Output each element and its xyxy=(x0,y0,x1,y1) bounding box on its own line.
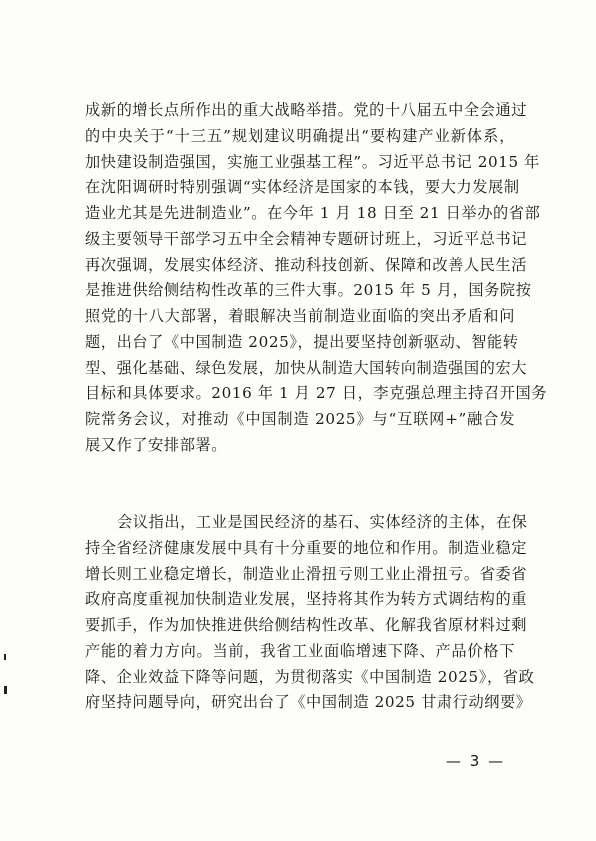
text-line: 院常务会议，对推动《中国制造 2025》与“互联网+”融合发 xyxy=(85,410,515,428)
text-line: 再次强调，发展实体经济、推动科技创新、保障和改善人民生活 xyxy=(85,255,528,274)
text-line: 目标和具体要求。2016 年 1 月 27 日，李克强总理主持召开国务 xyxy=(85,384,548,403)
text-line: 展又作了安排部署。 xyxy=(85,435,228,454)
scan-mark xyxy=(4,686,7,694)
text-line: 的中央关于“十三五”规划建议明确提出“要构建产业新体系， xyxy=(85,126,515,145)
text-line: 是推进供给侧结构性改革的三件大事。2015 年 5 月，国务院按 xyxy=(85,281,532,300)
text-line: 题，出台了《中国制造 2025》，提出要坚持创新驱动、智能转 xyxy=(85,332,519,351)
scan-mark xyxy=(4,654,6,660)
text-line: 政府高度重视加快制造业发展，坚持将其作为转方式调结构的重 xyxy=(85,590,528,609)
text-line: 在沈阳调研时特别强调“实体经济是国家的本钱，要大力发展制 xyxy=(85,178,520,197)
text-line: 要抓手，作为加快推进供给侧结构性改革、化解我省原材料过剩 xyxy=(85,616,528,634)
text-line: 会议指出，工业是国民经济的基石、实体经济的主体，在保 xyxy=(117,513,528,531)
text-line: 产能的着力方向。当前，我省工业面临增速下降、产品价格下 xyxy=(85,641,515,660)
text-line: 型、强化基础、绿色发展，加快从制造大国转向制造强国的宏大 xyxy=(85,358,528,377)
text-line: 级主要领导干部学习五中全会精神专题研讨班上，习近平总书记 xyxy=(85,229,528,248)
text-line: 降、企业效益下降等问题，为贯彻落实《中国制造 2025》，省政 xyxy=(85,667,535,686)
text-line: 府坚持问题导向，研究出台了《中国制造 2025 甘肃行动纲要》 xyxy=(85,693,532,712)
text-line: 持全省经济健康发展中具有十分重要的地位和作用。制造业稳定 xyxy=(85,538,528,557)
text-line: 加快建设制造强国，实施工业强基工程”。习近平总书记 2015 年 xyxy=(85,152,540,171)
text-line: 增长则工业稳定增长，制造业止滑扭亏则工业止滑扭亏。省委省 xyxy=(85,564,528,583)
text-line: 照党的十八大部署，着眼解决当前制造业面临的突出矛盾和问 xyxy=(85,307,515,325)
page-number: — 3 — xyxy=(446,752,506,770)
text-line: 造业尤其是先进制造业”。在今年 1 月 18 日至 21 日举办的省部 xyxy=(85,204,541,222)
text-line: 成新的增长点所作出的重大战略举措。党的十八届五中全会通过 xyxy=(85,101,528,119)
